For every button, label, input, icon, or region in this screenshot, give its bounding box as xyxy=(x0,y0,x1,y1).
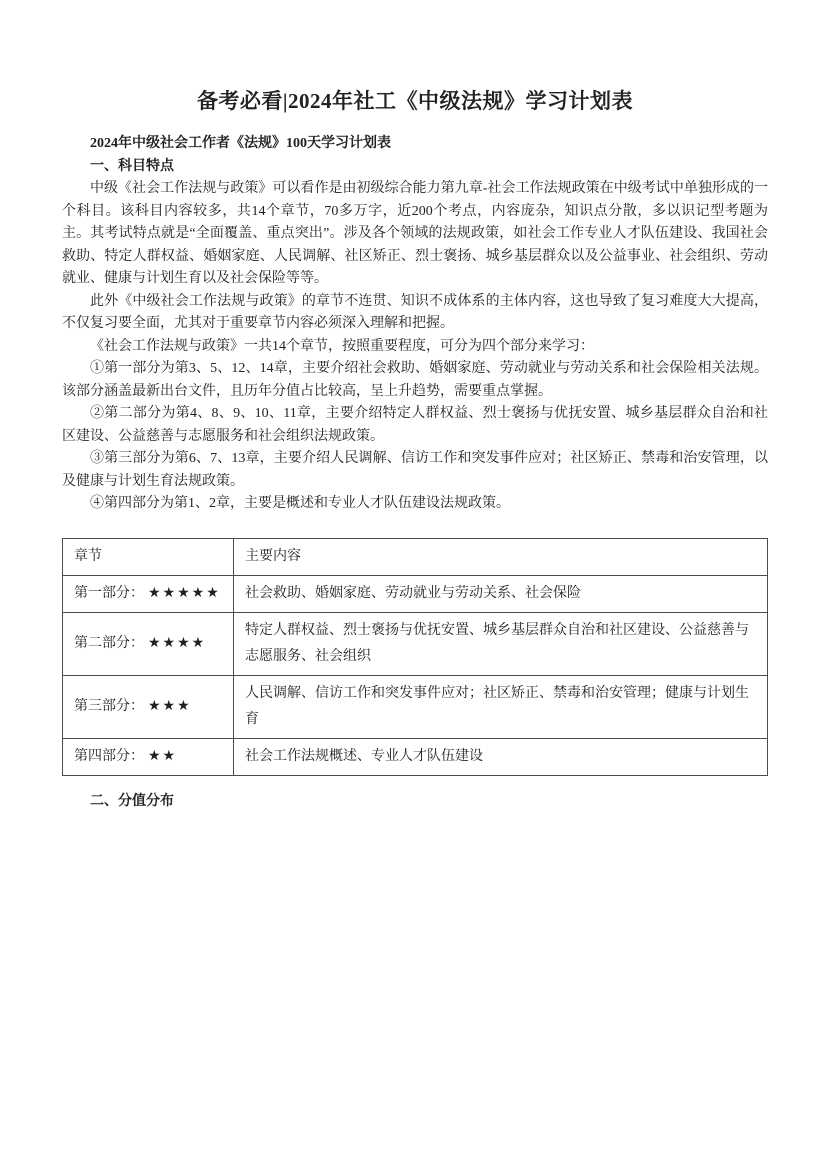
document-title: 备考必看|2024年社工《中级法规》学习计划表 xyxy=(196,89,634,113)
paragraph-review-difficulty: 此外《中级社会工作法规与政策》的章节不连贯、知识不成体系的主体内容，这也导致了复习难度大大提高，不仅复习要全面，尤其对于重要章节内容必须深入理解和把握。 xyxy=(62,293,768,331)
header-cell-main-content: 主要内容 xyxy=(234,538,768,575)
cell-part-content: 社会救助、婚姻家庭、劳动就业与劳动关系、社会保险 xyxy=(234,575,768,612)
part-label: 第四部分： xyxy=(74,748,144,764)
paragraph-subject-overview: 中级《社会工作法规与政策》可以看作是由初级综合能力第九章-社会工作法规政策在中级考试中单独形成的一个科目。该科目内容较多，共14个章节，70多万字，近200个考点，内容庞杂，知识点分散，多以识记型考题为主。其考试特点就是“全面覆盖、重点突出”。涉及各个领域的法规政策，如社会工作专业人才队伍建设、我国社会救助、特定人群权益、婚姻家庭、人民调解、社区矫正、烈士褒扬、城乡基层群众以及公益事业、社会组织、劳动就业、健康与计划生育以及社会保险等等。 xyxy=(62,181,768,286)
section-heading-subject-features: 一、科目特点 xyxy=(90,159,174,174)
paragraph-four-parts-intro: 《社会工作法规与政策》一共14个章节，按照重要程度，可分为四个部分来学习： xyxy=(90,338,594,354)
star-rating: ★★★★★ xyxy=(148,585,221,601)
table-row xyxy=(63,612,768,675)
document-subtitle: 2024年中级社会工作者《法规》100天学习计划表 xyxy=(90,136,391,151)
cell-part-label xyxy=(63,738,234,775)
section-heading-score-distribution: 二、分值分布 xyxy=(90,793,174,809)
star-rating: ★★★ xyxy=(148,698,192,714)
part-label: 第二部分： xyxy=(74,635,144,651)
cell-part-content: 人民调解、信访工作和突发事件应对；社区矫正、禁毒和治安管理；健康与计划生育 xyxy=(234,675,768,738)
part-label: 第三部分： xyxy=(74,698,144,714)
cell-part-content: 社会工作法规概述、专业人才队伍建设 xyxy=(234,738,768,775)
paragraph-part-three: ③第三部分为第6、7、13章，主要介绍人民调解、信访工作和突发事件应对；社区矫正、禁毒和治安管理，以及健康与计划生育法规政策。 xyxy=(62,451,768,489)
paragraph-part-one: ①第一部分为第3、5、12、14章，主要介绍社会救助、婚姻家庭、劳动就业与劳动关系和社会保险相关法规。该部分涵盖最新出台文件，且历年分值占比较高，呈上升趋势，需要重点掌握。 xyxy=(62,361,768,399)
cell-part-label xyxy=(63,675,234,738)
table-row xyxy=(63,738,768,775)
star-rating: ★★ xyxy=(148,748,178,764)
chapter-importance-table xyxy=(62,538,768,776)
cell-part-label xyxy=(63,575,234,612)
cell-part-content: 特定人群权益、烈士褒扬与优抚安置、城乡基层群众自治和社区建设、公益慈善与志愿服务、社会组织 xyxy=(234,612,768,675)
table-header-row xyxy=(63,538,768,575)
table-row xyxy=(63,575,768,612)
cell-part-label xyxy=(63,612,234,675)
paragraph-part-four: ④第四部分为第1、2章，主要是概述和专业人才队伍建设法规政策。 xyxy=(90,496,510,511)
part-label: 第一部分： xyxy=(74,585,144,601)
star-rating: ★★★★ xyxy=(148,635,207,651)
table-row xyxy=(63,675,768,738)
header-cell-chapter: 章节 xyxy=(63,538,234,575)
paragraph-part-two: ②第二部分为第4、8、9、10、11章，主要介绍特定人群权益、烈士褒扬与优抚安置、城乡基层群众自治和社区建设、公益慈善与志愿服务和社会组织法规政策。 xyxy=(62,406,768,444)
